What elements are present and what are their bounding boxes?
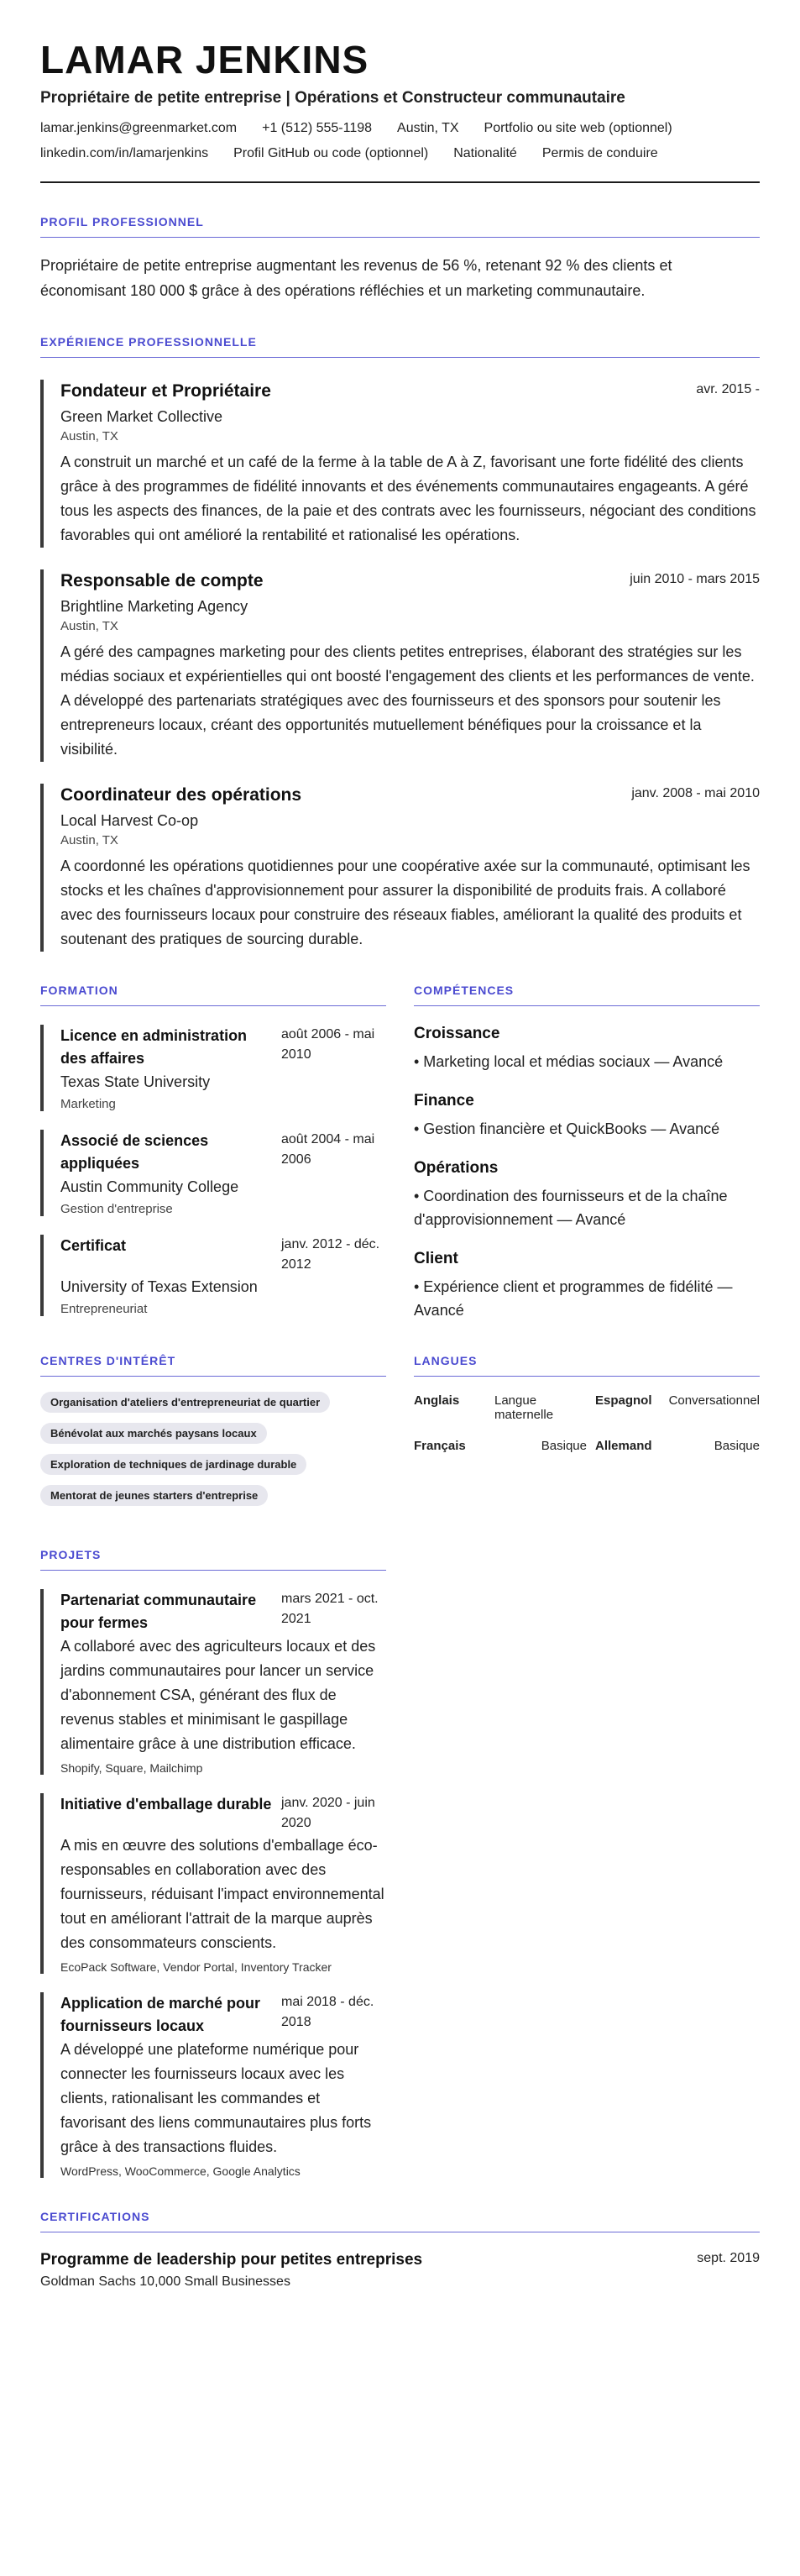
skill-item: • Expérience client et programmes de fidélité — Avancé [414, 1278, 733, 1319]
degree-title: Certificat [60, 1237, 127, 1254]
job-company: Brightline Marketing Agency [60, 598, 248, 615]
summary-heading: PROFIL PROFESSIONNEL [40, 215, 760, 238]
experience-entry [40, 784, 760, 952]
project-tech: EcoPack Software, Vendor Portal, Inventory Tracker [60, 1960, 332, 1974]
certification-issuer: Goldman Sachs 10,000 Small Businesses [40, 2274, 290, 2289]
skill-category: Opérations [414, 1159, 499, 1177]
interest-chip: Mentorat de jeunes starters d'entreprise [40, 1485, 268, 1506]
certification-date: sept. 2019 [697, 2251, 760, 2265]
education-heading: FORMATION [40, 984, 386, 1006]
job-date: avr. 2015 - [696, 382, 760, 396]
interests-languages-row [40, 1322, 760, 1516]
candidate-name: LAMAR JENKINS [40, 38, 369, 81]
project-entry [40, 1589, 386, 1775]
project-title: Initiative d'emballage durable [60, 1796, 272, 1813]
language-entry [587, 1439, 760, 1453]
degree-date: août 2006 - mai 2010 [281, 1027, 375, 1062]
degree-title: Licence en administration des affaires [60, 1027, 248, 1067]
contact-license: Permis de conduire [541, 146, 658, 160]
contact-location: Austin, TX [397, 121, 459, 135]
language-level: Basique [541, 1439, 587, 1453]
skill-item: • Marketing local et médias sociaux — Avancé [414, 1053, 724, 1070]
skill-item: • Coordination des fournisseurs et de la chaîne d'approvisionnement — Avancé [414, 1188, 728, 1228]
job-company: Local Harvest Co-op [60, 812, 199, 829]
certification-entry [40, 2251, 760, 2269]
degree-date: janv. 2012 - déc. 2012 [281, 1237, 380, 1272]
contact-nationality: Nationalité [453, 146, 517, 160]
study-field: Gestion d'entreprise [60, 1202, 173, 1216]
education-entry [40, 1025, 386, 1111]
project-title: Application de marché pour fournisseurs locaux [60, 1995, 261, 2034]
degree-date: août 2004 - mai 2006 [281, 1132, 375, 1167]
contact-portfolio[interactable]: Portfolio ou site web (optionnel) [484, 121, 672, 135]
project-date: janv. 2020 - juin 2020 [281, 1796, 375, 1830]
job-title: Responsable de compte [60, 571, 264, 590]
certifications-heading: CERTIFICATIONS [40, 2210, 760, 2232]
education-skills-row [40, 952, 760, 1322]
interests-column [40, 1322, 386, 1516]
certification-title: Programme de leadership pour petites entreprises [40, 2251, 423, 2269]
skill-category: Croissance [414, 1025, 500, 1042]
project-date: mars 2021 - oct. 2021 [281, 1592, 379, 1626]
skills-column [414, 952, 760, 1322]
project-date: mai 2018 - déc. 2018 [281, 1995, 374, 2029]
school-name: Texas State University [60, 1073, 211, 1090]
language-name: Français [414, 1439, 466, 1453]
interests-heading: CENTRES D'INTÉRÊT [40, 1354, 386, 1377]
job-description: A construit un marché et un café de la ferme à la table de A à Z, favorisant une forte fidélité des clients grâce à des programmes de fidélité innovants et des événements communautaires engageants. A géré tous les aspects des finances, de la paie et des contrats avec les fournisseurs, négociant des conditions favorables qui ont amélioré la rentabilité et rationalisé les opérations. [60, 454, 756, 543]
language-name: Espagnol [595, 1393, 652, 1408]
projects-column [40, 1548, 386, 2178]
language-entry [587, 1393, 760, 1422]
job-company: Green Market Collective [60, 408, 223, 425]
contact-phone[interactable]: +1 (512) 555-1198 [262, 121, 373, 135]
experience-entry [40, 380, 760, 548]
project-title: Partenariat communautaire pour fermes [60, 1592, 257, 1631]
summary-text: Propriétaire de petite entreprise augmentant les revenus de 56 %, retenant 92 % des clients et économisant 180 000 $ grâce à des opérations réfléchies et un marketing communautaire. [40, 257, 672, 299]
school-name: University of Texas Extension [60, 1278, 258, 1295]
language-entry [414, 1393, 587, 1422]
language-name: Anglais [414, 1393, 460, 1408]
language-level: Basique [714, 1439, 760, 1453]
job-location: Austin, TX [60, 429, 118, 443]
project-description: A collaboré avec des agriculteurs locaux et des jardins communautaires pour lancer un service d'abonnement CSA, générant des flux de revenus stables et minimisant le gaspillage alimentaire grâce à une distribution efficace. [60, 1638, 376, 1752]
education-column [40, 952, 386, 1322]
interest-chip: Exploration de techniques de jardinage durable [40, 1454, 306, 1475]
skill-category: Finance [414, 1092, 474, 1110]
experience-entry [40, 569, 760, 762]
language-level: Conversationnel [668, 1393, 760, 1408]
project-description: A mis en œuvre des solutions d'emballage éco-responsables en collaboration avec des fournisseurs, réduisant l'impact environnemental tout en améliorant l'attrait de la marque auprès des consommateurs conscients. [60, 1837, 384, 1951]
education-entry [40, 1130, 386, 1216]
experience-heading: EXPÉRIENCE PROFESSIONNELLE [40, 335, 760, 358]
job-title: Coordinateur des opérations [60, 785, 302, 805]
study-field: Entrepreneuriat [60, 1302, 148, 1316]
study-field: Marketing [60, 1097, 116, 1111]
skill-category: Client [414, 1250, 458, 1267]
job-date: juin 2010 - mars 2015 [630, 572, 760, 586]
job-description: A géré des campagnes marketing pour des clients petites entreprises, élaborant des stratégies sur les médias sociaux et expérientielles qui ont boosté l'engagement des clients et les performances de vente. A développé des partenariats stratégiques avec des fournisseurs et des sponsors pour soutenir les entrepreneurs locaux, créant des opportunités mutuellement bénéfiques pour la croissance et la visibilité. [60, 643, 755, 758]
job-location: Austin, TX [60, 833, 118, 847]
projects-heading: PROJETS [40, 1548, 386, 1571]
languages-heading: LANGUES [414, 1354, 760, 1377]
interest-chips [40, 1392, 386, 1516]
contact-email[interactable]: lamar.jenkins@greenmarket.com [40, 121, 238, 135]
contact-linkedin[interactable]: linkedin.com/in/lamarjenkins [40, 146, 209, 160]
contact-info [40, 121, 760, 161]
degree-title: Associé de sciences appliquées [60, 1132, 209, 1172]
language-level: Langue maternelle [494, 1393, 554, 1422]
interest-chip: Organisation d'ateliers d'entrepreneuriat de quartier [40, 1392, 330, 1413]
project-entry [40, 1793, 386, 1974]
job-description: A coordonné les opérations quotidiennes pour une coopérative axée sur la communauté, optimisant les stocks et les chaînes d'approvisionnement pour assurer la disponibilité de produits frais. A collaboré avec des fournisseurs locaux pour construire des réseaux fiables, améliorant la qualité des produits et soutenant des pratiques de sourcing durable. [60, 858, 750, 947]
language-entry [414, 1439, 587, 1453]
education-entry [40, 1235, 386, 1316]
language-name: Allemand [595, 1439, 652, 1453]
job-title: Fondateur et Propriétaire [60, 381, 271, 401]
languages-grid [414, 1393, 760, 1453]
headline: Propriétaire de petite entreprise | Opérations et Constructeur communautaire [40, 89, 625, 107]
job-location: Austin, TX [60, 619, 118, 633]
project-tech: WordPress, WooCommerce, Google Analytics [60, 2164, 301, 2178]
skills-heading: COMPÉTENCES [414, 984, 760, 1006]
languages-column [414, 1322, 760, 1516]
skill-item: • Gestion financière et QuickBooks — Avancé [414, 1120, 720, 1137]
project-description: A développé une plateforme numérique pour connecter les fournisseurs locaux avec les clients, rationalisant les commandes et favorisant des liens communautaires plus forts grâce à des transactions fluides. [60, 2041, 372, 2155]
project-tech: Shopify, Square, Mailchimp [60, 1761, 203, 1775]
job-date: janv. 2008 - mai 2010 [631, 786, 760, 800]
header-divider [40, 181, 760, 183]
interest-chip: Bénévolat aux marchés paysans locaux [40, 1423, 267, 1444]
project-entry [40, 1992, 386, 2178]
contact-github[interactable]: Profil GitHub ou code (optionnel) [233, 146, 429, 160]
school-name: Austin Community College [60, 1178, 239, 1195]
